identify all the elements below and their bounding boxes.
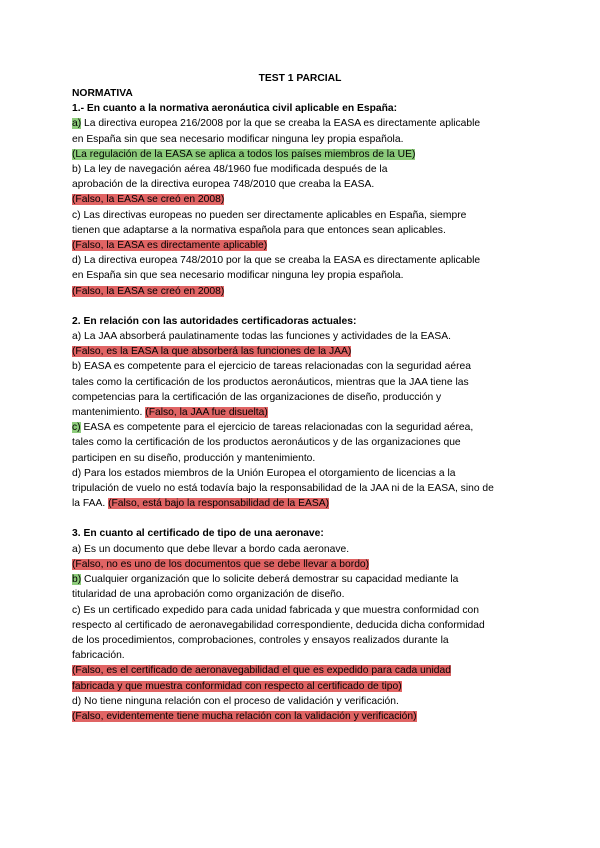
q3-option-c: c) Es un certificado expedido para cada unidad fabricada y que muestra conformidad con: [72, 604, 479, 616]
q1-option-b: b) La ley de navegación aérea 48/1960 fue modificada después de la: [72, 164, 388, 176]
q1-option-d-note: (Falso, la EASA se creó en 2008): [72, 285, 225, 297]
q1-option-a-cont: en España sin que sea necesario modificar ninguna ley propia española.: [72, 133, 404, 145]
section-heading: NORMATIVA: [72, 88, 133, 99]
page-title: TEST 1 PARCIAL: [258, 73, 342, 84]
q2-option-a: a) La JAA absorberá paulatinamente todas las funciones y actividades de la EASA.: [72, 331, 451, 343]
q2-option-a-note: (Falso, es la EASA la que absorberá las funciones de la JAA): [72, 346, 352, 358]
q3-option-b-cont: titularidad de una aprobación como organización de diseño.: [72, 589, 345, 601]
q3-option-a-note: (Falso, no es uno de los documentos que se debe llevar a bordo): [72, 558, 370, 570]
correct-answer-marker: b): [72, 574, 82, 586]
q2-option-c: c) EASA es competente para el ejercicio de tareas relacionadas con la seguridad aérea,: [72, 422, 474, 434]
question-3: [72, 526, 516, 724]
q1-option-c-cont: tienen que adaptarse a la normativa española para que entonces sean aplicables.: [72, 224, 446, 236]
q1-option-c-note: (Falso, la EASA es directamente aplicable): [72, 240, 268, 252]
q1-option-a-note: (La regulación de la EASA se aplica a todos los países miembros de la UE): [72, 148, 416, 160]
question-3-heading: 3. En cuanto al certificado de tipo de una aeronave:: [72, 528, 324, 540]
spacer: [72, 511, 516, 526]
q3-option-c-cont: respecto al certificado de aeronavegabilidad correspondiente, deducida dicha conformidad: [72, 619, 485, 631]
question-2: [72, 314, 516, 512]
q2-option-d: d) Para los estados miembros de la Unión Europea el otorgamiento de licencias a la: [72, 467, 456, 479]
q3-option-b: b) Cualquier organización que lo solicite deberá demostrar su capacidad mediante la: [72, 574, 459, 586]
q1-option-c: c) Las directivas europeas no pueden ser directamente aplicables en España, siempre: [72, 209, 467, 221]
q3-option-d-note: (Falso, evidentemente tiene mucha relación con la validación y verificación): [72, 710, 417, 722]
question-1: [72, 101, 516, 299]
document-body: [72, 86, 516, 724]
q2-option-c-cont: tales como la certificación de los productos aeronáuticos y de las organizaciones que: [72, 437, 461, 449]
q3-option-a: a) Es un documento que debe llevar a bordo cada aeronave.: [72, 543, 350, 555]
q2-option-d-cont: tripulación de vuelo no está todavía bajo la responsabilidad de la JAA ni de la EASA, sino de: [72, 483, 494, 495]
correct-answer-marker: a): [72, 118, 82, 130]
q2-option-c-cont2: participen en su diseño, producción y mantenimiento.: [72, 452, 316, 464]
q2-option-b-cont3: mantenimiento. (Falso, la JAA fue disuelta): [72, 407, 268, 419]
q2-option-b-cont2: competencias para la certificación de las organizaciones de diseño, producción y: [72, 391, 442, 403]
question-1-heading: 1.- En cuanto a la normativa aeronáutica civil aplicable en España:: [72, 103, 398, 115]
q2-option-b-cont: tales como la certificación de los productos aeronáuticos, mientras que la JAA tiene las: [72, 376, 469, 388]
spacer: [72, 299, 516, 314]
q1-option-d: d) La directiva europea 748/2010 por la que se creaba la EASA es directamente aplicable: [72, 255, 481, 267]
question-2-heading: 2. En relación con las autoridades certificadoras actuales:: [72, 315, 357, 327]
q1-option-d-cont: en España sin que sea necesario modificar ninguna ley propia española.: [72, 270, 404, 282]
q3-option-c-cont2: de los procedimientos, comprobaciones, controles y ensayos realizados durante la: [72, 634, 449, 646]
q3-option-c-cont3: fabricación.: [72, 650, 125, 662]
correct-answer-marker: c): [72, 422, 81, 434]
q3-option-d: d) No tiene ninguna relación con el proceso de validación y verificación.: [72, 695, 399, 707]
q2-option-d-cont2: la FAA. (Falso, está bajo la responsabilidad de la EASA): [72, 498, 329, 510]
q1-option-a: a) La directiva europea 216/2008 por la que se creaba la EASA es directamente aplicable: [72, 118, 481, 130]
q1-option-b-note: (Falso, la EASA se creó en 2008): [72, 194, 225, 206]
q3-option-c-note: (Falso, es el certificado de aeronavegabilidad el que es expedido para cada unidad: [72, 665, 451, 677]
q3-option-c-note-cont: fabricada y que muestra conformidad con respecto al certificado de tipo): [72, 680, 402, 692]
q1-option-b-cont: aprobación de la directiva europea 748/2010 que creaba la EASA.: [72, 179, 375, 191]
q2-option-b: b) EASA es competente para el ejercicio de tareas relacionadas con la seguridad aérea: [72, 361, 471, 373]
